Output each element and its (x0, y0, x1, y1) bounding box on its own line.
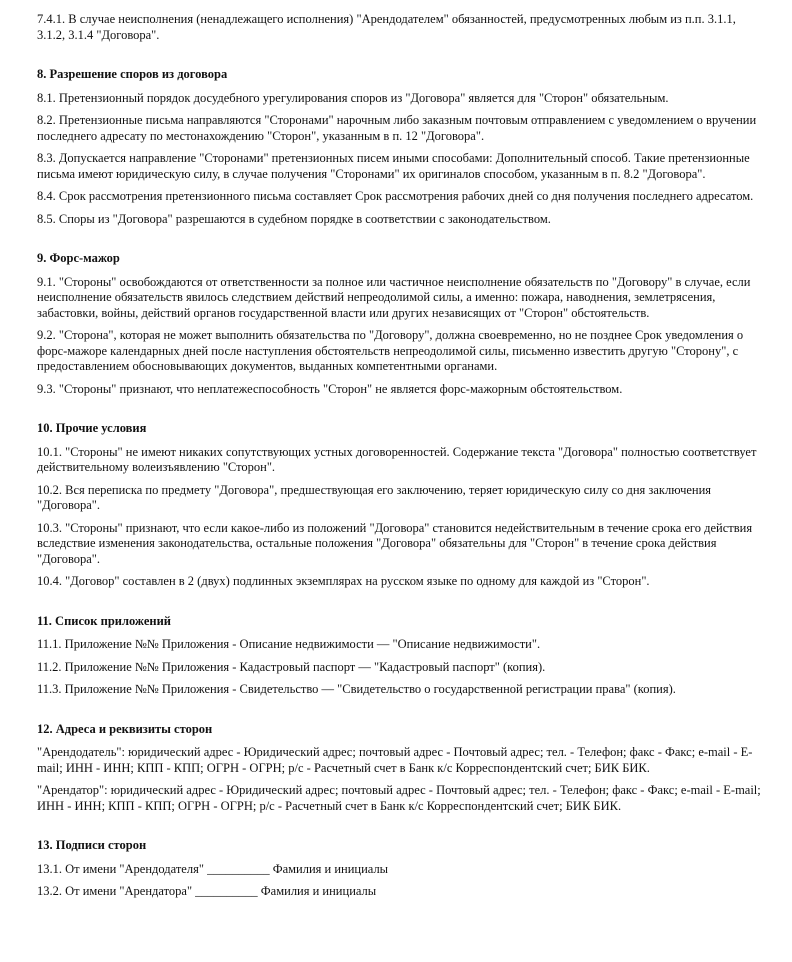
clause-8-1: 8.1. Претензионный порядок досудебного урегулирования споров из "Договора" является для "Сторон" обязательным. (37, 90, 669, 105)
section-8-title: 8. Разрешение споров из договора (37, 67, 228, 81)
section-9-title: 9. Форс-мажор (37, 251, 120, 265)
section-10-title: 10. Прочие условия (37, 421, 147, 435)
clause-7-4-1: 7.4.1. В случае неисполнения (ненадлежащего исполнения) "Арендодателем" обязанностей, предусмотренных любым из п.п. 3.1.1, 3.1.2, 3.1.4 "Договора". (37, 12, 736, 42)
lessor-details: "Арендодатель": юридический адрес - Юридический адрес; почтовый адрес - Почтовый адрес; тел. - Телефон; факс - Факс; e-mail - E-mail; ИНН - ИНН; КПП - КПП; ОГРН - ОГРН; р/с - Расчетный счет в Банк к/с Корреспондентский счет; БИК БИК. (37, 745, 753, 775)
clause-11-1: 11.1. Приложение №№ Приложения - Описание недвижимости — "Описание недвижимости". (37, 637, 541, 651)
clause-11-3: 11.3. Приложение №№ Приложения - Свидетельство — "Свидетельство о государственной регистрации права" (копия). (37, 682, 676, 696)
clause-8-3: 8.3. Допускается направление "Сторонами" претензионных писем иными способами: Дополнительный способ. Такие претензионные письма имеют юридическую силу, в случае получения "Сторонами" их оригиналов способом, указанным в п. 8.2 "Договора". (37, 151, 750, 181)
clause-10-2: 10.2. Вся переписка по предмету "Договора", предшествующая его заключению, теряет юридическую силу со дня заключения "Договора". (37, 482, 712, 512)
signature-lessor: 13.1. От имени "Арендодателя" __________ Фамилия и инициалы (37, 861, 389, 876)
lessee-details: "Арендатор": юридический адрес - Юридический адрес; почтовый адрес - Почтовый адрес; тел. - Телефон; факс - Факс; e-mail - E-mail; ИНН - ИНН; КПП - КПП; ОГРН - ОГРН; р/с - Расчетный счет в Банк к/с Корреспондентский счет; БИК БИК. (37, 783, 761, 813)
section-11-title: 11. Список приложений (37, 613, 171, 628)
section-13-title: 13. Подписи сторон (37, 838, 147, 852)
clause-11-2: 11.2. Приложение №№ Приложения - Кадастровый паспорт — "Кадастровый паспорт" (копия). (37, 659, 546, 674)
clause-9-2: 9.2. "Сторона", которая не может выполнить обязательства по "Договору", должна своевременно, но не позднее Срок уведомления о форс-мажоре календарных дней после наступления обстоятельств непреодолимой силы, письменно известить другую "Сторону", с предоставлением обосновывающих документов, выданных компетентными органами. (37, 328, 744, 373)
clause-10-4: 10.4. "Договор" составлен в 2 (двух) подлинных экземплярах на русском языке по одному для каждой из "Сторон". (37, 574, 650, 588)
section-12-title: 12. Адреса и реквизиты сторон (37, 721, 213, 736)
document-page (37, 0, 762, 907)
clause-10-3: 10.3. "Стороны" признают, что если какое-либо из положений "Договора" становится недействительным в течение срока его действия вследствие изменения законодательства, остальные положения "Договора" обязательны для "Сторон" в течение срока действия "Договора". (37, 520, 753, 566)
clause-9-3: 9.3. "Стороны" признают, что неплатежеспособность "Сторон" не является форс-мажорным обстоятельством. (37, 381, 623, 396)
clause-8-4: 8.4. Срок рассмотрения претензионного письма составляет Срок рассмотрения рабочих дней со дня получения последнего адресатом. (37, 189, 754, 203)
signature-lessee: 13.2. От имени "Арендатора" __________ Фамилия и инициалы (37, 884, 377, 898)
clause-9-1: 9.1. "Стороны" освобождаются от ответственности за полное или частичное неисполнение обязательств по "Договору" в случае, если неисполнение обязательств явилось следствием действий непреодолимой силы, а именно: пожара, наводнения, землетрясения, забастовки, войны, действий органов государственной власти или других независящих от "Сторон" обстоятельств. (37, 274, 751, 320)
clause-8-5: 8.5. Споры из "Договора" разрешаются в судебном порядке в соответствии с законодательством. (37, 211, 551, 226)
clause-8-2: 8.2. Претензионные письма направляются "Сторонами" нарочным либо заказным почтовым отправлением с уведомлением о вручении последнего адресату по местонахождению "Сторон", указанным в п. 12 "Договора". (37, 113, 757, 143)
clause-10-1: 10.1. "Стороны" не имеют никаких сопутствующих устных договоренностей. Содержание текста "Договора" полностью соответствует действительному волеизъявлению "Сторон". (37, 444, 757, 474)
